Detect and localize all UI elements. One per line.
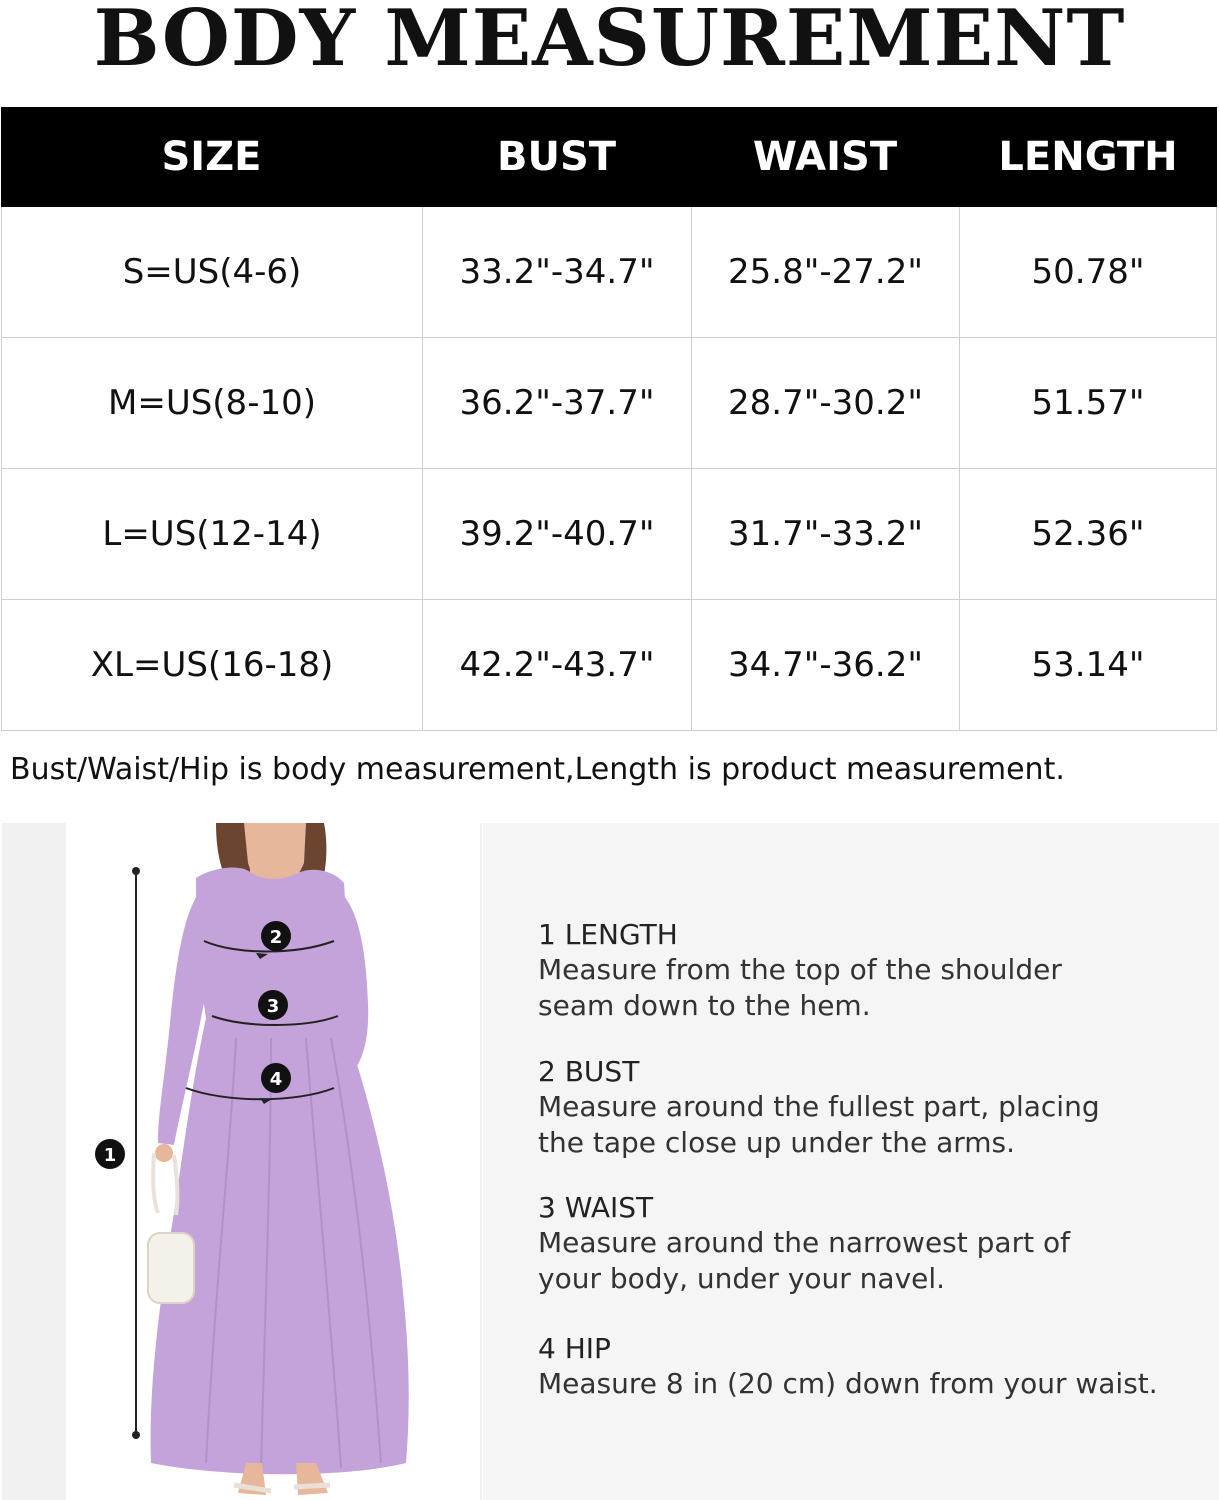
table-row: [1, 338, 1217, 469]
marker-1-icon: [95, 1139, 125, 1169]
instruction-text: Measure around the fullest part, placing: [538, 1090, 1100, 1123]
waist-cell: 34.7"-36.2": [691, 600, 959, 730]
size-chart-table: [1, 107, 1217, 731]
table-header: [1, 107, 1217, 207]
instruction-text: Measure around the narrowest part of: [538, 1226, 1070, 1259]
marker-3-icon: [258, 990, 288, 1020]
instruction-text: seam down to the hem.: [538, 989, 871, 1022]
bust-cell: 33.2"-34.7": [422, 207, 691, 337]
waist-cell: 31.7"-33.2": [691, 469, 959, 599]
size-cell: M=US(8-10): [1, 338, 422, 468]
size-cell: L=US(12-14): [1, 469, 422, 599]
marker-2-icon: [261, 921, 291, 951]
instruction-text: Measure from the top of the shoulder: [538, 953, 1062, 986]
instruction-length: [538, 918, 1178, 1024]
bust-cell: 39.2"-40.7": [422, 469, 691, 599]
table-body: [1, 207, 1217, 731]
header-waist: WAIST: [752, 134, 898, 180]
size-cell: XL=US(16-18): [1, 600, 422, 730]
instruction-title: 4 HIP: [538, 1332, 611, 1365]
waist-cell: 28.7"-30.2": [691, 338, 959, 468]
page-title: BODY MEASUREMENT: [93, 0, 1126, 84]
svg-text:4: 4: [269, 1069, 283, 1090]
svg-text:2: 2: [269, 927, 283, 948]
bust-cell: 42.2"-43.7": [422, 600, 691, 730]
instruction-text: your body, under your navel.: [538, 1262, 946, 1295]
length-cell: 51.57": [959, 338, 1217, 468]
length-cell: 50.78": [959, 207, 1217, 337]
length-cell: 52.36": [959, 469, 1217, 599]
instruction-title: 1 LENGTH: [538, 918, 678, 951]
length-cell: 53.14": [959, 600, 1217, 730]
waist-cell: 25.8"-27.2": [691, 207, 959, 337]
instruction-text: Measure 8 in (20 cm) down from your waist.: [538, 1367, 1158, 1400]
dress-figure-illustration: [66, 823, 480, 1500]
instruction-waist: [538, 1191, 1178, 1297]
svg-text:3: 3: [266, 996, 280, 1017]
instruction-text: the tape close up under the arms.: [538, 1126, 1016, 1159]
bust-cell: 36.2"-37.7": [422, 338, 691, 468]
dress-figure-svg: [66, 823, 480, 1500]
instruction-hip: [538, 1332, 1178, 1402]
header-size: SIZE: [161, 134, 262, 180]
table-row: [1, 207, 1217, 338]
header-bust: BUST: [496, 134, 617, 180]
measurement-note: Bust/Waist/Hip is body measurement,Length is product measurement.: [10, 752, 1065, 787]
marker-4-icon: [261, 1063, 291, 1093]
size-cell: S=US(4-6): [1, 207, 422, 337]
instruction-title: 3 WAIST: [538, 1191, 654, 1224]
svg-text:1: 1: [103, 1145, 117, 1166]
header-length: LENGTH: [998, 134, 1178, 180]
instruction-title: 2 BUST: [538, 1055, 640, 1088]
table-row: [1, 469, 1217, 600]
table-row: [1, 600, 1217, 731]
instruction-bust: [538, 1055, 1178, 1161]
